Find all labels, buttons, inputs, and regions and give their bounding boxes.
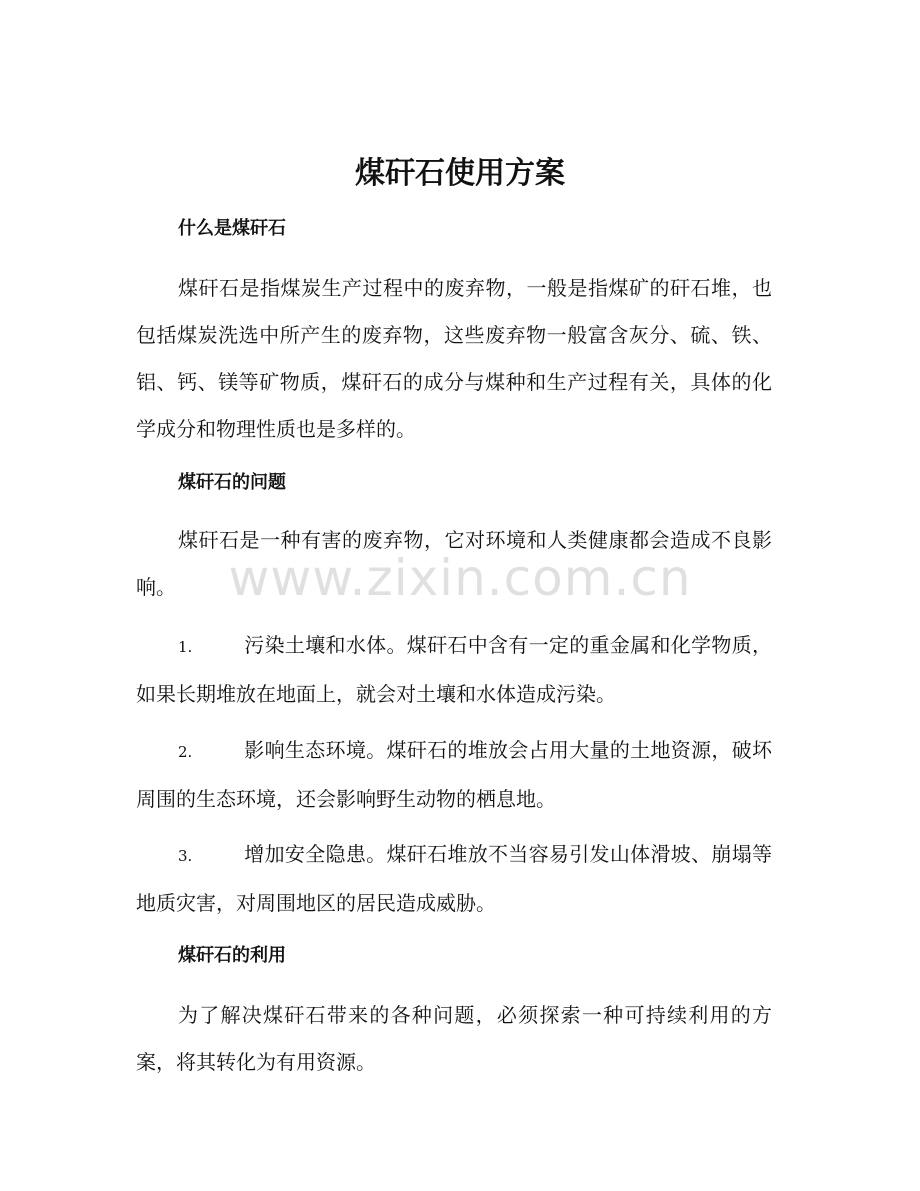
list-number: 2. (178, 743, 193, 761)
list-number: 1. (178, 638, 193, 656)
section-paragraph-problems: 煤矸石是一种有害的废弃物，它对环境和人类健康都会造成不良影响。 (136, 528, 772, 599)
page-title: 煤矸石使用方案 (355, 156, 565, 191)
list-item (136, 727, 772, 823)
list-text: 污染土壤和水体。煤矸石中含有一定的重金属和化学物质，如果长期堆放在地面上，就会对土壤和水体造成污染。 (136, 633, 772, 706)
list-text: 增加安全隐患。煤矸石堆放不当容易引发山体滑坡、崩塌等地质灾害，对周围地区的居民造成威胁。 (136, 842, 772, 915)
list-text: 影响生态环境。煤矸石的堆放会占用大量的土地资源，破坏周围的生态环境，还会影响野生动物的栖息地。 (136, 738, 772, 811)
section-heading-utilization: 煤矸石的利用 (178, 945, 286, 966)
watermark-text: www.zixin.com.cn (228, 549, 692, 607)
section-paragraph-utilization: 为了解决煤矸石带来的各种问题，必须探索一种可持续利用的方案，将其转化为有用资源。 (136, 1003, 772, 1074)
list-item (136, 831, 772, 927)
section-heading-what-is: 什么是煤矸石 (178, 218, 286, 239)
list-item (136, 622, 772, 718)
section-paragraph-what-is: 煤矸石是指煤炭生产过程中的废弃物，一般是指煤矿的矸石堆，也包括煤炭洗选中所产生的废弃物，这些废弃物一般富含灰分、硫、铁、铝、钙、镁等矿物质，煤矸石的成分与煤种和生产过程有关，具体的化学成分和物理性质也是多样的。 (136, 276, 772, 441)
section-heading-problems: 煤矸石的问题 (178, 472, 286, 493)
list-number: 3. (178, 847, 193, 865)
